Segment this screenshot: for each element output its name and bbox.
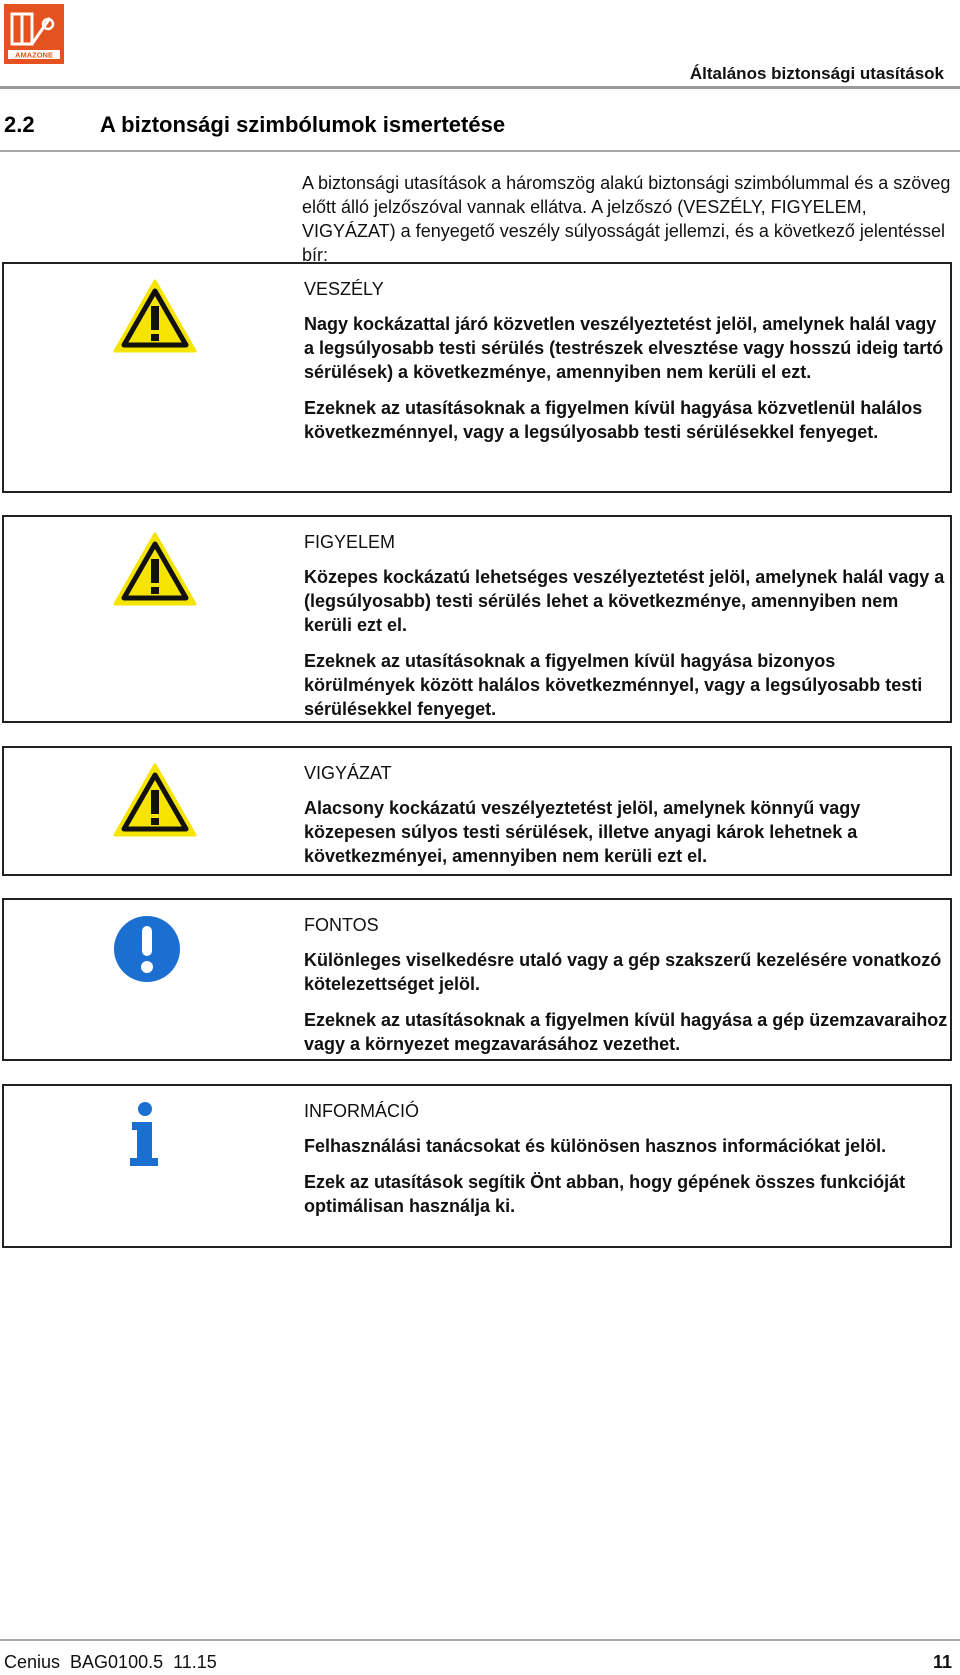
box-paragraph: Alacsony kockázatú veszélyeztetést jelöl, amelynek könnyű vagy közepesen súlyos testi sérülések, illetve anyagi károk lehetnek a következményei, amennyiben nem kerüli ezt el.	[304, 798, 861, 866]
section-divider	[0, 150, 960, 152]
box-label-caution: VIGYÁZAT	[304, 763, 392, 783]
warning-triangle-icon	[112, 762, 198, 838]
footer-divider	[0, 1639, 960, 1641]
header-title: Általános biztonsági utasítások	[689, 64, 944, 83]
warning-triangle-icon	[112, 278, 198, 354]
box-label-information: INFORMÁCIÓ	[304, 1101, 419, 1121]
important-box	[2, 898, 952, 1061]
box-paragraph: Nagy kockázattal járó közvetlen veszélyeztetést jelöl, amelynek halál vagy a legsúlyosabb testi sérülés (testrészek elvesztése vagy hosszú ideig tartó sérülések) a következménye, amennyiben nem kerüli el ezt.	[304, 314, 944, 382]
section-number: 2.2	[4, 112, 35, 137]
box-paragraph: Közepes kockázatú lehetséges veszélyeztetést jelöl, amelynek halál vagy a (legsúlyosabb) testi sérülés lehet a következménye, amennyiben nem kerüli ezt el.	[304, 567, 945, 635]
box-paragraph: Ezeknek az utasításoknak a figyelmen kívül hagyása a gép üzemzavaraihoz vagy a környezet megzavarásához vezethet.	[304, 1010, 948, 1054]
page-number: 11	[932, 1652, 952, 1672]
footer-doc-id: Cenius BAG0100.5 11.15	[4, 1652, 217, 1672]
box-paragraph: Felhasználási tanácsokat és különösen hasznos információkat jelöl.	[304, 1136, 887, 1156]
section-title: A biztonsági szimbólumok ismertetése	[100, 112, 506, 137]
box-paragraph: Ezek az utasítások segítik Önt abban, hogy gépének összes funkcióját optimálisan használja ki.	[304, 1172, 906, 1216]
caution-box	[2, 746, 952, 876]
amazone-logo-icon	[4, 4, 64, 64]
box-label-important: FONTOS	[304, 915, 379, 935]
mandatory-exclamation-icon	[112, 914, 182, 984]
warning-triangle-icon	[112, 531, 198, 607]
information-box	[2, 1084, 952, 1248]
danger-box	[2, 262, 952, 493]
section-heading	[4, 112, 505, 138]
warning-box	[2, 515, 952, 723]
info-i-icon	[124, 1100, 164, 1170]
header-divider	[0, 86, 960, 89]
amazone-logo	[4, 4, 64, 64]
intro-paragraph: A biztonsági utasítások a háromszög alakú biztonsági szimbólummal és a szöveg előtt álló jelzőszóval vannak ellátva. A jelzőszó (VESZÉLY, FIGYELEM, VIGYÁZAT) a fenyegető veszély súlyosságát jellemzi, és a következő jelentéssel bír:	[302, 173, 951, 265]
box-label-danger: VESZÉLY	[304, 279, 384, 299]
logo-wordmark: AMAZONE	[15, 50, 53, 60]
box-label-warning: FIGYELEM	[304, 532, 396, 552]
box-paragraph: Ezeknek az utasításoknak a figyelmen kívül hagyása közvetlenül halálos következménnyel, vagy a legsúlyosabb testi sérülésekkel fenyeget.	[304, 398, 923, 442]
box-paragraph: Ezeknek az utasításoknak a figyelmen kívül hagyása bizonyos körülmények között halálos következménnyel, vagy a legsúlyosabb testi sérülésekkel fenyeget.	[304, 651, 923, 719]
box-paragraph: Különleges viselkedésre utaló vagy a gép szakszerű kezelésére vonatkozó kötelezettséget jelöl.	[304, 950, 942, 994]
